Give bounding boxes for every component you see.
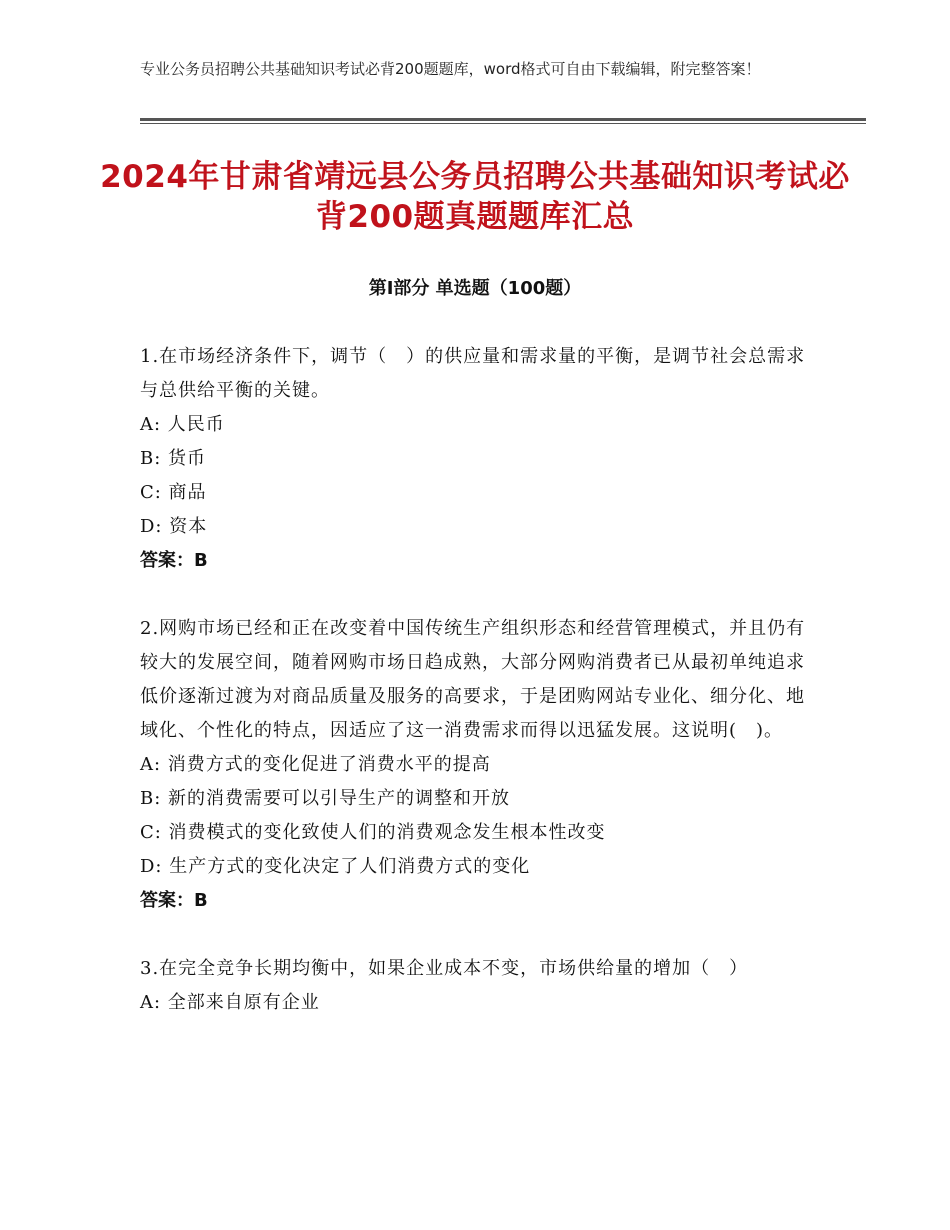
- header-note: 专业公务员招聘公共基础知识考试必背200题题库，word格式可自由下载编辑，附完整答案！: [140, 60, 761, 78]
- question-stem: 1.在市场经济条件下，调节（ ）的供应量和需求量的平衡，是调节社会总需求与总供给平衡的关键。: [140, 346, 806, 401]
- option-a: A: 消费方式的变化促进了消费水平的提高: [140, 754, 491, 775]
- option-a: A: 全部来自原有企业: [140, 992, 320, 1013]
- document-title: 2024年甘肃省靖远县公务员招聘公共基础知识考试必背200题真题题库汇总: [100, 159, 850, 235]
- option-d: D: 资本: [140, 516, 208, 537]
- option-b: B: 新的消费需要可以引导生产的调整和开放: [140, 788, 511, 809]
- option-b: B: 货币: [140, 448, 207, 469]
- question-stem: 2.网购市场已经和正在改变着中国传统生产组织形态和经营管理模式，并且仍有较大的发展空间，随着网购市场日趋成熟，大部分网购消费者已从最初单纯追求低价逐渐过渡为对商品质量及服务的高要求，于是团购网站专业化、细分化、地域化、个性化的特点，因适应了这一消费需求而得以迅猛发展。这说明( )。: [140, 618, 806, 741]
- question-2: [140, 612, 810, 918]
- answer-label: 答案：B: [140, 550, 208, 571]
- answer-label: 答案：B: [140, 890, 208, 911]
- header-divider: [140, 118, 866, 124]
- question-list: [140, 340, 810, 1054]
- option-d: D: 生产方式的变化决定了人们消费方式的变化: [140, 856, 531, 877]
- question-1: [140, 340, 810, 578]
- question-stem: 3.在完全竞争长期均衡中，如果企业成本不变，市场供给量的增加（ ）: [140, 958, 749, 979]
- question-3: [140, 952, 810, 1020]
- option-a: A: 人民币: [140, 414, 225, 435]
- section-title: 第Ⅰ部分 单选题（100题）: [368, 278, 582, 299]
- option-c: C: 消费模式的变化致使人们的消费观念发生根本性改变: [140, 822, 606, 843]
- option-c: C: 商品: [140, 482, 207, 503]
